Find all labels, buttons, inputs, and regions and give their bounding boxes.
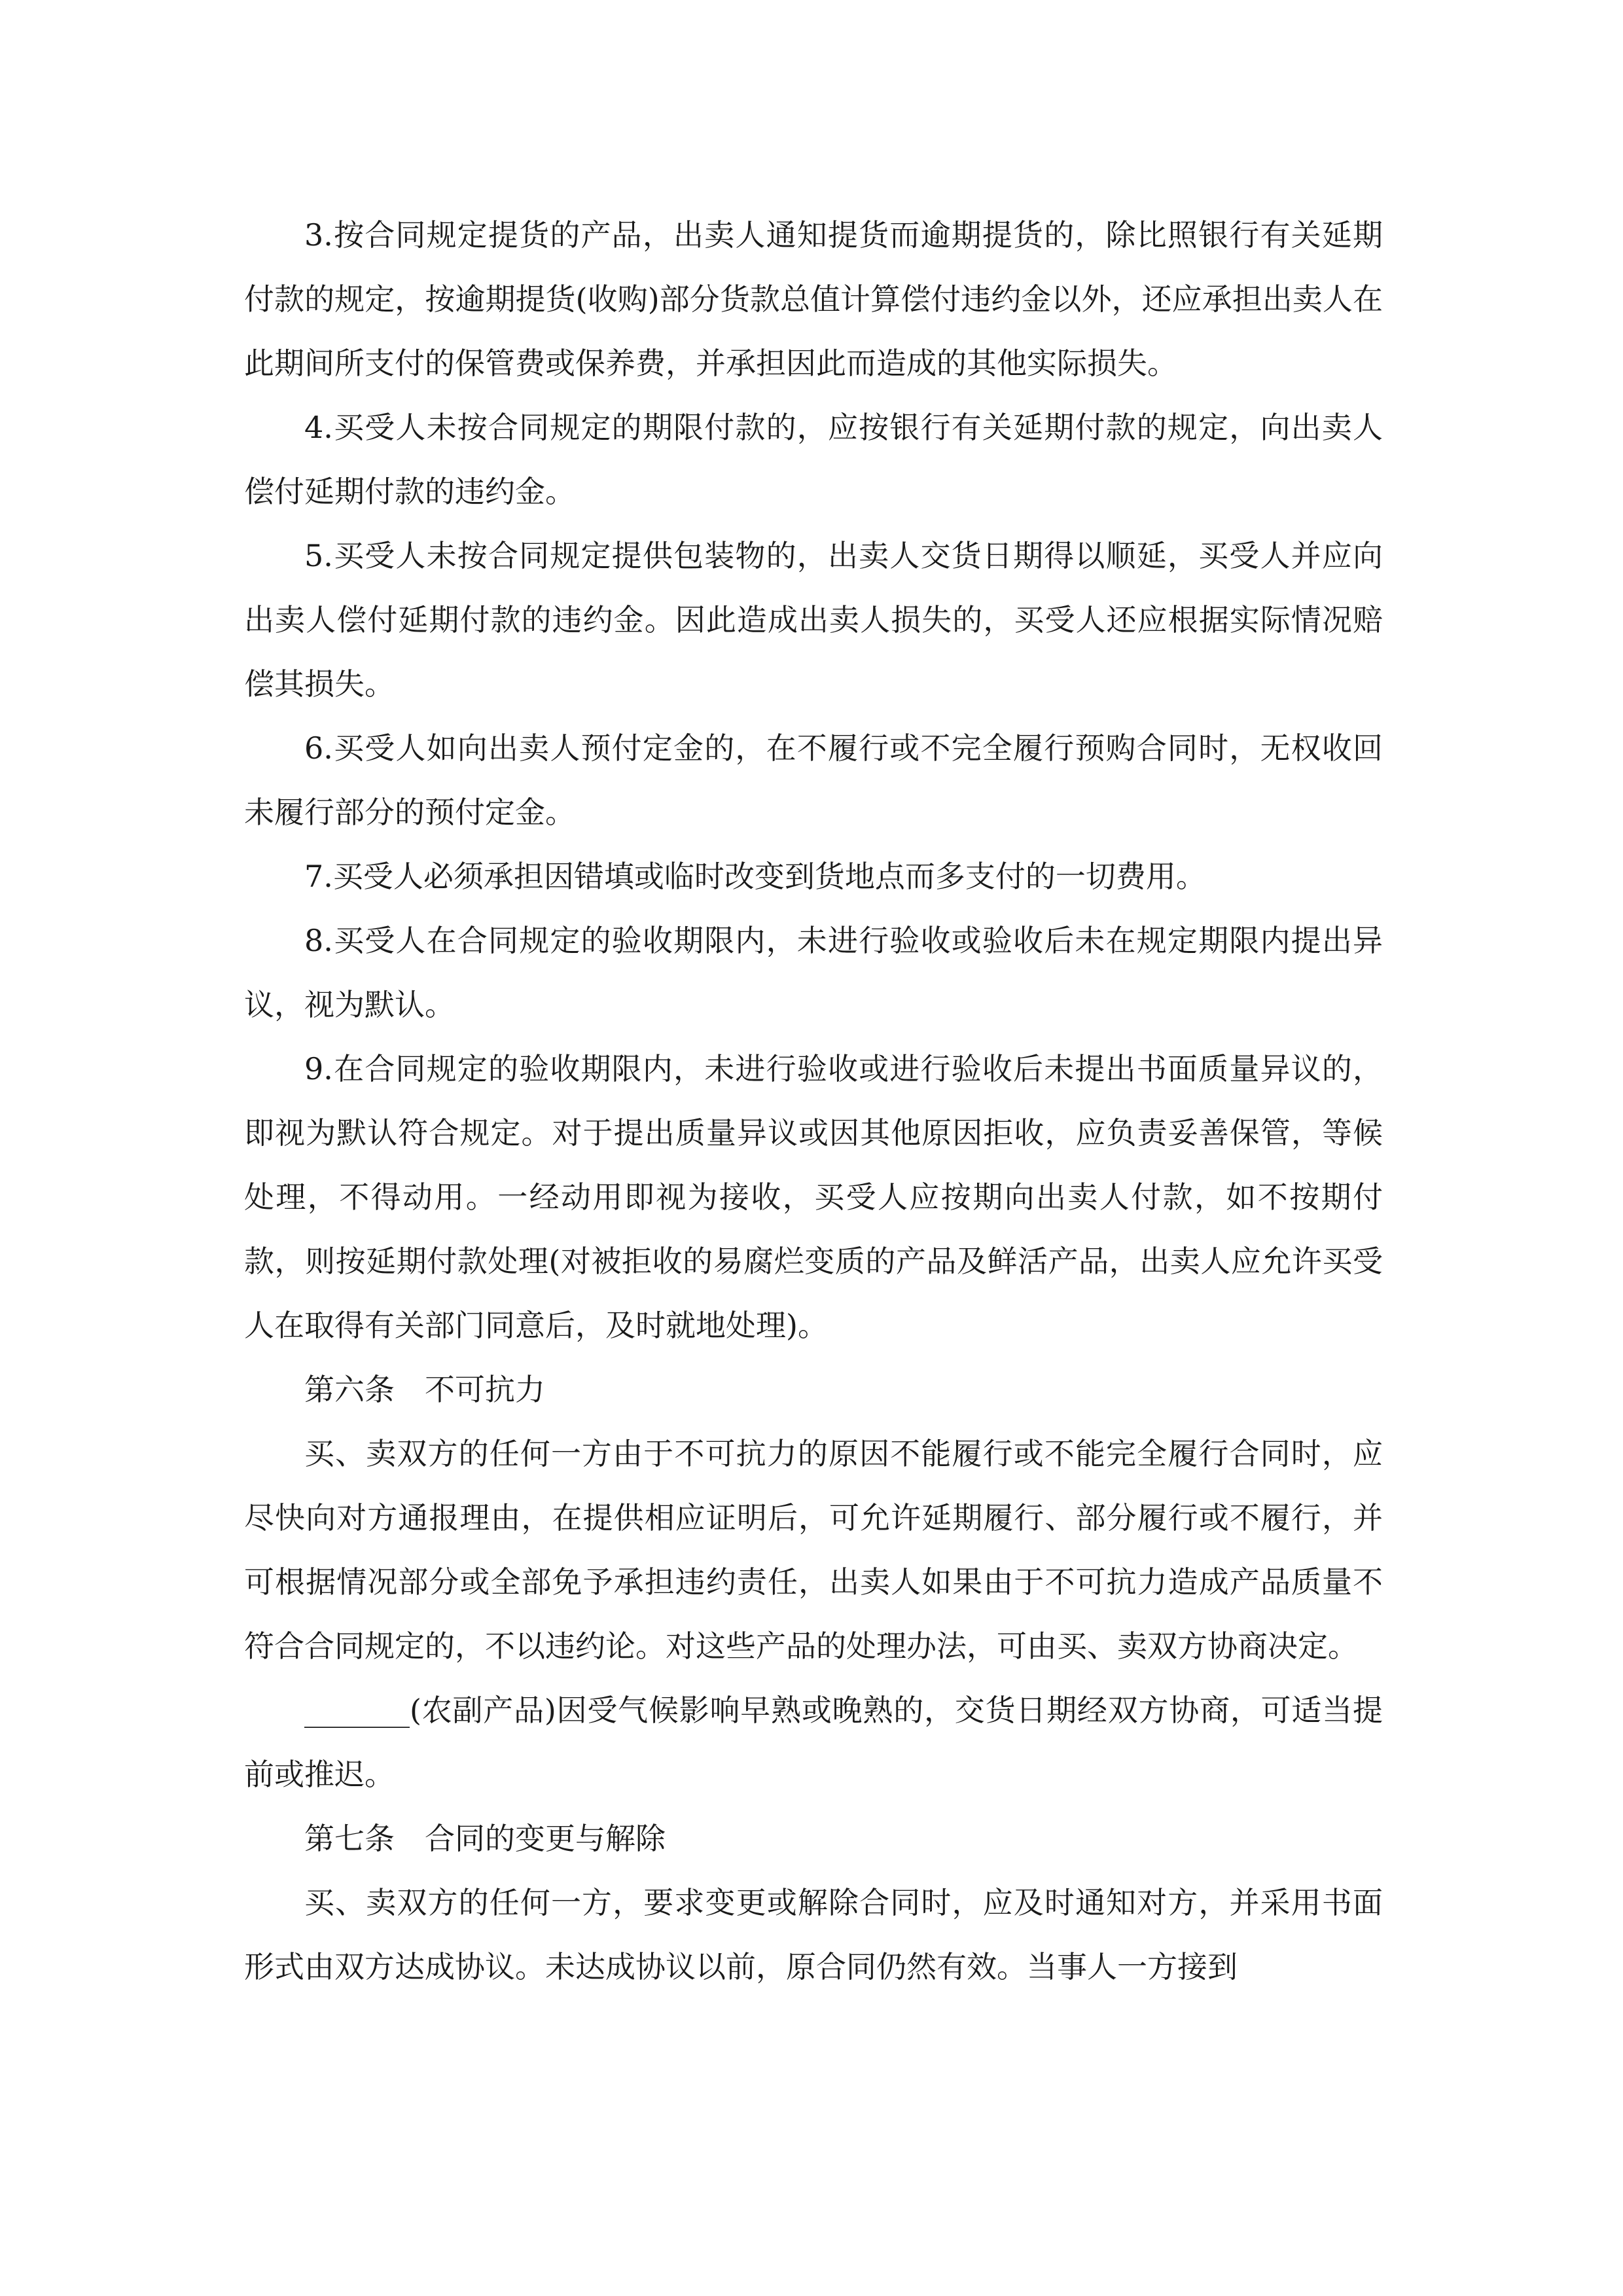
clause-8-paragraph: 8.买受人在合同规定的验收期限内，未进行验收或验收后未在规定期限内提出异议，视为默认。 <box>244 923 1383 1022</box>
clause-6-paragraph: 6.买受人如向出卖人预付定金的，在不履行或不完全履行预购合同时，无权收回未履行部分的预付定金。 <box>244 730 1383 830</box>
force-majeure-paragraph: 买、卖双方的任何一方由于不可抗力的原因不能履行或不能完全履行合同时，应尽快向对方通报理由，在提供相应证明后，可允许延期履行、部分履行或不履行，并可根据情况部分或全部免予承担违约责任，出卖人如果由于不可抗力造成产品质量不符合合同规定的，不以违约论。对这些产品的处理办法，可由买、卖双方协商决定。 <box>244 1436 1383 1664</box>
clause-3-paragraph: 3.按合同规定提货的产品，出卖人通知提货而逾期提货的，除比照银行有关延期付款的规定，按逾期提货(收购)部分货款总值计算偿付违约金以外，还应承担出卖人在此期间所支付的保管费或保养费，并承担因此而造成的其他实际损失。 <box>244 217 1383 381</box>
article-7-heading: 第七条 合同的变更与解除 <box>304 1821 666 1856</box>
article-6-heading: 第六条 不可抗力 <box>304 1372 545 1407</box>
contract-change-paragraph: 买、卖双方的任何一方，要求变更或解除合同时，应及时通知对方，并采用书面形式由双方达成协议。未达成协议以前，原合同仍然有效。当事人一方接到 <box>244 1885 1383 1984</box>
clause-9-paragraph: 9.在合同规定的验收期限内，未进行验收或进行验收后未提出书面质量异议的，即视为默认符合规定。对于提出质量异议或因其他原因拒收，应负责妥善保管，等候处理，不得动用。一经动用即视为接收，买受人应按期向出卖人付款，如不按期付款，则按延期付款处理(对被拒收的易腐烂变质的产品及鲜活产品，出卖人应允许买受人在取得有关部门同意后，及时就地处理)。 <box>244 1051 1383 1343</box>
clause-5-paragraph: 5.买受人未按合同规定提供包装物的，出卖人交货日期得以顺延，买受人并应向出卖人偿付延期付款的违约金。因此造成出卖人损失的，买受人还应根据实际情况赔偿其损失。 <box>244 538 1383 702</box>
agricultural-products-paragraph: _______(农副产品)因受气候影响早熟或晚熟的，交货日期经双方协商，可适当提前或推迟。 <box>244 1693 1383 1792</box>
clause-7-paragraph: 7.买受人必须承担因错填或临时改变到货地点而多支付的一切费用。 <box>304 859 1206 894</box>
document-body <box>244 203 1383 1999</box>
clause-4-paragraph: 4.买受人未按合同规定的期限付款的，应按银行有关延期付款的规定，向出卖人偿付延期付款的违约金。 <box>244 410 1383 509</box>
